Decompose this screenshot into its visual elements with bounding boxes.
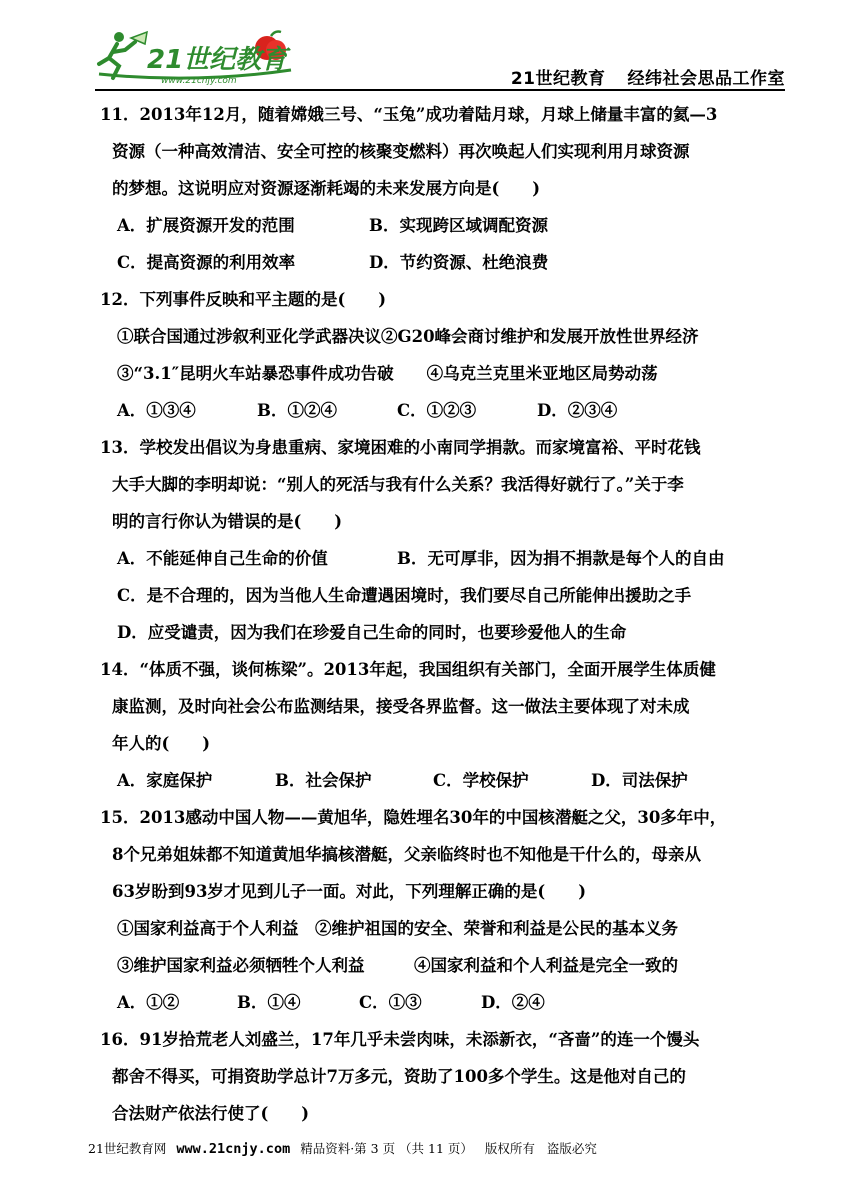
header-org: 21世纪教育 <box>510 69 606 89</box>
option-a: A．①② <box>117 993 180 1012</box>
question-text-line: 13．学校发出倡议为身患重病、家境困难的小南同学捐款。而家境富裕、平时花钱 <box>100 438 701 457</box>
question-text-line: 8个兄弟姐妹都不知道黄旭华搞核潜艇，父亲临终时也不知他是干什么的，母亲从 <box>112 845 701 864</box>
option-c: C．学校保护 <box>433 771 529 790</box>
question-text-line: 的梦想。这说明应对资源逐渐耗竭的未来发展方向是( ) <box>112 179 541 198</box>
footer-site-link[interactable]: www.21cnjy.com <box>176 1141 291 1157</box>
option-a: A．①③④ <box>117 401 196 420</box>
option-c: C．①②③ <box>397 401 477 420</box>
option-a: A．扩展资源开发的范围 <box>117 216 295 235</box>
question-13 <box>100 429 792 651</box>
statement-line: ③维护国家利益必须牺牲个人利益 ④国家利益和个人利益是完全一致的 <box>117 956 678 975</box>
runner-icon <box>99 32 135 78</box>
question-text-line: 资源（一种高效清洁、安全可控的核聚变燃料）再次唤起人们实现利用月球资源 <box>112 142 690 161</box>
header-title <box>489 64 785 89</box>
question-text-line: 12．下列事件反映和平主题的是( ) <box>100 290 387 309</box>
question-text-line: 明的言行你认为错误的是( ) <box>112 512 343 531</box>
option-b: B．实现跨区域调配资源 <box>369 216 548 235</box>
option-d: D．应受谴责，因为我们在珍爱自己生命的同时，也要珍爱他人的生命 <box>117 623 627 642</box>
question-14 <box>100 651 792 799</box>
question-15 <box>100 799 792 1021</box>
option-b: B．社会保护 <box>275 771 372 790</box>
logo-21cnjy <box>95 28 295 88</box>
footer-page-info: 精品资料·第 3 页 （共 11 页） <box>300 1141 473 1156</box>
question-text-line: 11．2013年12月，随着嫦娥三号、“玉兔”成功着陆月球，月球上储量丰富的氦—3 <box>100 105 718 124</box>
statement-line: ①联合国通过涉叙利亚化学武器决议②G20峰会商讨维护和发展开放性世界经济 <box>117 327 699 346</box>
header-studio: 经纬社会思品工作室 <box>627 69 785 89</box>
option-row <box>112 392 792 429</box>
option-a: A．不能延伸自己生命的价值 <box>117 549 328 568</box>
option-b: B．①④ <box>237 993 301 1012</box>
question-12 <box>100 281 792 429</box>
question-text-line: 都舍不得买，可捐资助学总计7万多元，资助了100多个学生。这是他对自己的 <box>112 1067 686 1086</box>
option-c: C．提高资源的利用效率 <box>117 253 296 272</box>
question-text-line: 年人的( ) <box>112 734 211 753</box>
question-text-line: 14．“体质不强，谈何栋梁”。2013年起，我国组织有关部门，全面开展学生体质健 <box>100 660 716 679</box>
option-a: A．家庭保护 <box>117 771 213 790</box>
logo-url: www.21cnjy.com <box>161 76 237 86</box>
option-d: D．节约资源、杜绝浪费 <box>369 253 549 272</box>
logo-wordmark: 21世纪教育 <box>147 45 288 75</box>
option-b: B．①②④ <box>257 401 337 420</box>
option-d: D．②④ <box>481 993 545 1012</box>
question-11 <box>100 96 792 281</box>
question-16 <box>100 1021 792 1132</box>
question-text-line: 康监测，及时向社会公布监测结果，接受各界监督。这一做法主要体现了对未成 <box>112 697 690 716</box>
statement-line: ①国家利益高于个人利益 ②维护祖国的安全、荣誉和利益是公民的基本义务 <box>117 919 678 938</box>
question-text-line: 合法财产依法行使了( ) <box>112 1104 310 1123</box>
question-text-line: 16．91岁拾荒老人刘盛兰，17年几乎未尝肉味，未添新衣，“吝啬”的连一个馒头 <box>100 1030 700 1049</box>
option-row <box>112 984 792 1021</box>
option-d: D．司法保护 <box>591 771 688 790</box>
option-d: D．②③④ <box>537 401 618 420</box>
option-c: C．①③ <box>359 993 422 1012</box>
footer-rights: 版权所有 <box>484 1141 535 1156</box>
option-row <box>112 540 792 577</box>
page-footer <box>88 1139 597 1157</box>
footer-warning: 盗版必究 <box>546 1141 597 1156</box>
option-c: C．是不合理的，因为当他人生命遭遇困境时，我们要尽自己所能伸出援助之手 <box>117 586 692 605</box>
option-row <box>112 207 792 244</box>
question-text-line: 15．2013感动中国人物——黄旭华，隐姓埋名30年的中国核潜艇之父，30多年中， <box>100 808 727 827</box>
footer-brand: 21世纪教育网 <box>88 1141 167 1156</box>
option-row <box>112 244 792 281</box>
option-row <box>112 762 792 799</box>
statement-line: ③“3.1″昆明火车站暴恐事件成功告破 ④乌克兰克里米亚地区局势动荡 <box>117 364 658 383</box>
option-b: B．无可厚非，因为捐不捐款是每个人的自由 <box>397 549 725 568</box>
header-divider <box>95 89 785 91</box>
question-list <box>100 96 792 1132</box>
page-header <box>95 28 785 90</box>
question-text-line: 63岁盼到93岁才见到儿子一面。对此，下列理解正确的是( ) <box>112 882 587 901</box>
question-text-line: 大手大脚的李明却说：“别人的死活与我有什么关系？我活得好就行了。”关于李 <box>112 475 684 494</box>
